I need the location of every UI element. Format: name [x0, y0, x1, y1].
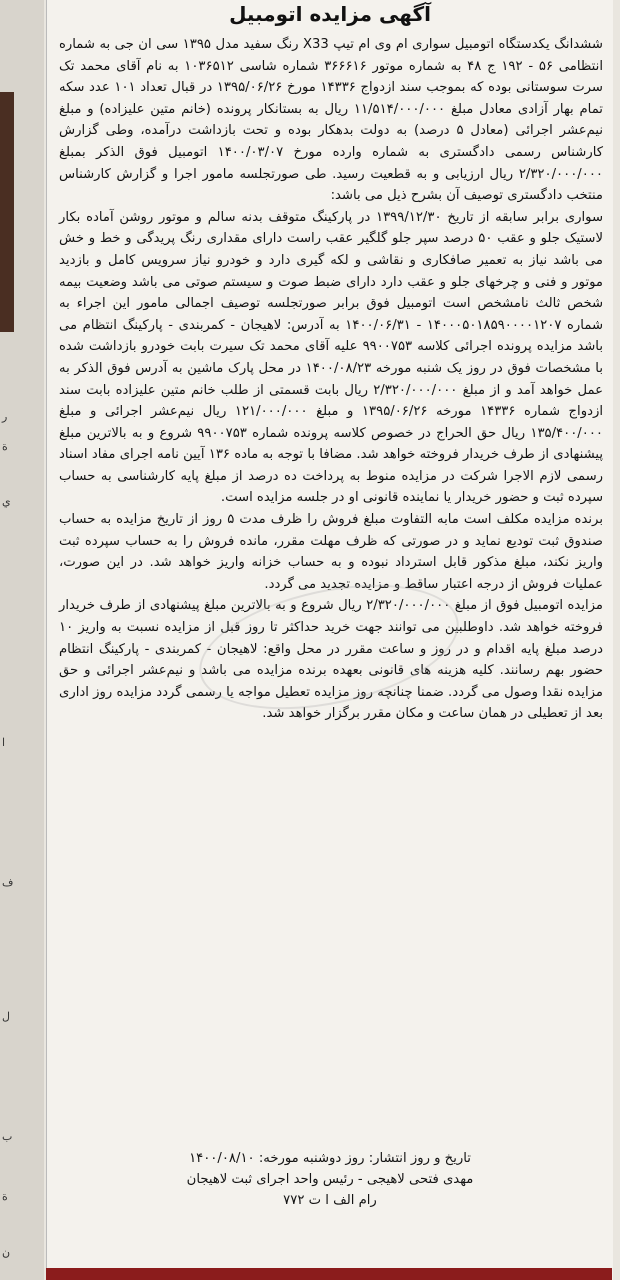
notice-paragraph: سواری برابر سابقه از تاریخ ۱۳۹۹/۱۲/۳۰ در پارکینگ متوقف بدنه سالم و موتور روشن آماده بکار لاستیک جلو و عقب ۵۰ درصد سپر جلو گلگیر عقب راست دارای مقداری رنگ پریدگی و خط و خش می باشد نیاز به تعمیر صافکاری و نقاشی و لکه گیری دارد و خودرو نیاز سرویس کامل و بازدید موتور و فنی و چرخهای جلو و عقب دارد دارای ضبط صوت و سیستم صوتی می باشد وضعیت بیمه شخص ثالث نامشخص است اتومبیل فوق برابر صورتجلسه توصیف اجمالی مامور این اجراء به شماره ۱۴۰۰۰۵۰۱۸۵۹۰۰۰۰۱۲۰۷ - ۱۴۰۰/۰۶/۳۱ به آدرس: لاهیجان - کمربندی - پارکینگ انتظام می باشد مزایده پرونده اجرائی کلاسه ۹۹۰۰۷۵۳ علیه آقای محمد تک سیرت بابت خودرو بازداشت شده با مشخصات فوق در روز یک شنبه مورخه ۱۴۰۰/۰۸/۲۳ در محل پارک ماشین به آدرس فوق الذکر به عمل خواهد آمد و از مبلغ ۲/۳۲۰/۰۰۰/۰۰۰ ریال بابت قسمتی از طلب خانم متین علیزاده بابت سند ازدواج شماره ۱۴۳۳۶ مورخه ۱۳۹۵/۰۶/۲۶ و مبلغ ۱۲۱/۰۰۰/۰۰۰ ریال نیم‌عشر اجرائی و مبلغ ۱۳۵/۴۰۰/۰۰۰ ریال حق الحراج در خصوص کلاسه پرونده شماره ۹۹۰۰۷۵۳ شروع و به بالاترین مبلغ پیشنهادی از طرف خریدار فروخته خواهد شد. مضافا با توجه به ماده ۱۳۶ آیین نامه اجرای مفاد اسناد رسمی لازم الاجرا شرکت در مزایده منوط به پرداخت ده درصد از مبلغ پایه کارشناسی به حساب سپرده ثبت و حضور خریدار یا نماینده قانونی او در جلسه مزایده است. [59, 209, 603, 506]
adjacent-photo-fragment [0, 92, 14, 332]
adjacent-text-fragment: ي [2, 495, 11, 508]
notice-title: آگهی مزایده اتومبیل [229, 2, 431, 26]
adjacent-text-fragment: ن [2, 1246, 11, 1259]
bottom-border-band [46, 1268, 612, 1280]
reference-code: رام الف ا ت ۷۷۲ [283, 1193, 377, 1208]
adjacent-text-fragment: ة [2, 440, 8, 453]
notice-footer [47, 1148, 613, 1211]
notice-paragraph: مزایده اتومبیل فوق از مبلغ ۲/۳۲۰/۰۰۰/۰۰۰ ریال شروع و به بالاترین مبلغ پیشنهادی از طرف خریدار فروخته خواهد شد. داوطلبین می توانند جهت خرید حداکثر تا روز قبل از مزایده نسبت به واریز ۱۰ درصد مبلغ پایه اقدام و در روز و ساعت مقرر در محل واقع: لاهیجان - کمربندی - پارکینگ انتظام حضور بهم رسانند. کلیه هزینه های قانونی بعهده برنده مزایده می باشد و نیم‌عشر اجرائی و حق مزایده نقدا وصول می گردد. ضمنا چنانچه روز مزایده تعطیل مواجه یا رسمی گردد مزایده روز اداری بعد از تعطیلی در همان ساعت و مکان مقرر برگزار خواهد شد. [59, 598, 603, 722]
notice-paragraph: برنده مزایده مکلف است مابه التفاوت مبلغ فروش را ظرف مدت ۵ روز از تاریخ مزایده به حساب صندوق ثبت تودیع نماید و در صورتی که ظرف مهلت مقرر، مانده فروش را به حساب سپرده ثبت واریز نکند، مبلغ مذکور قابل استرداد نبوده و به حساب خزانه واریز خواهد شد. در این صورت، عملیات فروش از درجه اعتبار ساقط و مزایده تجدید می گردد. [59, 512, 603, 592]
auction-notice [46, 0, 613, 1280]
notice-paragraph: ششدانگ یکدستگاه اتومبیل سواری ام وی ام تیپ X33 رنگ سفید مدل ۱۳۹۵ سی ان جی به شماره انتظامی ۵۶ - ۱۹۲ ج ۴۸ به شماره موتور ۳۶۶۶۱۶ شماره شاسی ۱۰۳۶۵۱۲ به نام آقای محمد تک سرت سوستانی بوده که بموجب سند ازدواج ۱۴۳۳۶ مورخ ۱۳۹۵/۰۶/۲۶ در قبال تعداد ۱۰۱ عدد سکه تمام بهار آزادی معادل مبلغ ۱۱/۵۱۴/۰۰۰/۰۰۰ ریال به بستانکار پرونده (خانم متین علیزاده) و مبلغ نیم‌عشر اجرائی (معادل ۵ درصد) به دولت بدهکار بوده و تحت بازداشت درآمده، وطی گزارش کارشناس رسمی دادگستری به شماره وارده مورخ ۱۴۰۰/۰۳/۰۷ اتومبیل فوق الذکر بمبلغ ۲/۳۲۰/۰۰۰/۰۰۰ ریال ارزیابی و به قطعیت رسید. طی صورتجلسه مامور اجرا و گزارش کارشناس منتخب دادگستری توصیف آن بشرح ذیل می باشد: [59, 37, 603, 204]
adjacent-page-strip [0, 0, 44, 1280]
adjacent-text-fragment: ل [2, 1010, 10, 1023]
adjacent-text-fragment: ا [2, 736, 6, 749]
signatory: مهدی فتحی لاهیجی - رئیس واحد اجرای ثبت لاهیجان [186, 1172, 474, 1187]
adjacent-text-fragment: ب [2, 1130, 13, 1143]
adjacent-text-fragment: ف [2, 876, 14, 889]
publish-date: تاریخ و روز انتشار: روز دوشنبه مورخه: ۱۴۰۰/۰۸/۱۰ [189, 1151, 471, 1166]
adjacent-text-fragment: ة [2, 1190, 8, 1203]
adjacent-text-fragment: ر [2, 410, 8, 423]
